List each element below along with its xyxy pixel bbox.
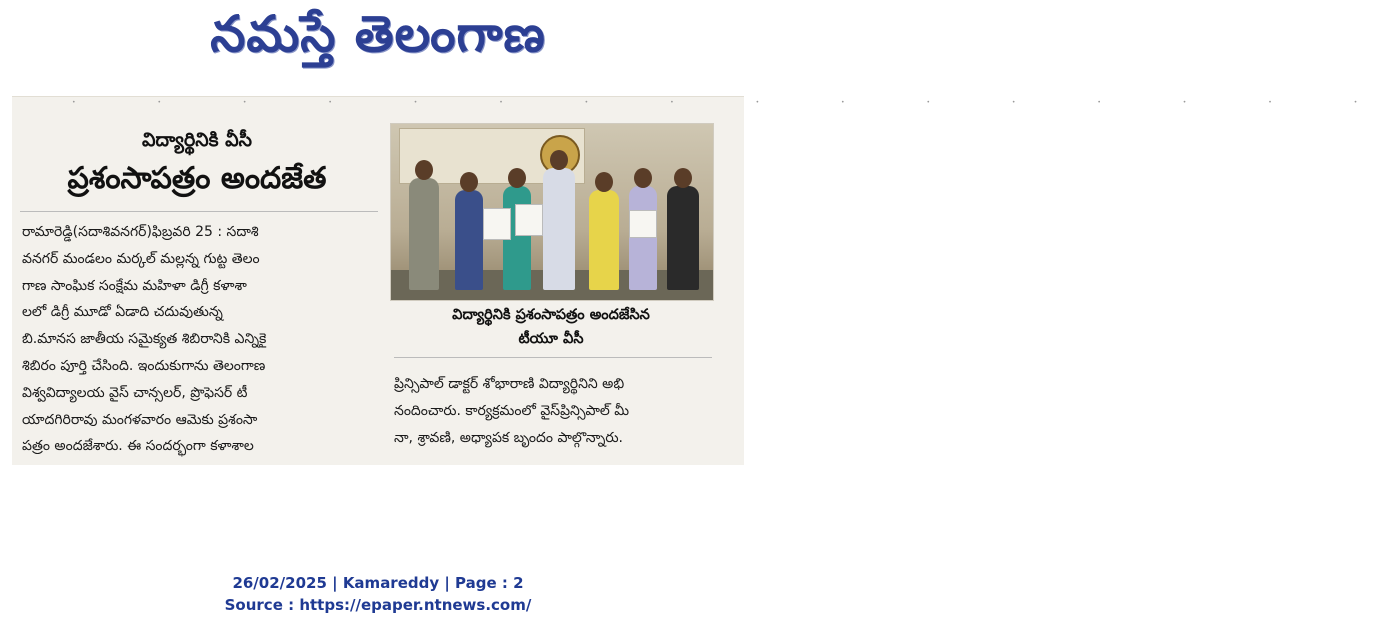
body-line: ప్రిన్సిపాల్ డాక్టర్ శోభారాణి విద్యార్థినిని అభి [394, 376, 625, 392]
photo-caption [390, 303, 712, 351]
source-link[interactable]: Source : https://epaper.ntnews.com/ [224, 596, 532, 614]
person-figure [409, 178, 439, 290]
body-line: పత్రం అందజేశారు. ఈ సందర్భంగా కళాశాల [22, 438, 254, 455]
masthead [0, 0, 756, 80]
certificate-icon [629, 210, 657, 238]
body-line: శిబిరం పూర్తి చేసింది. ఇందుకుగాను తెలంగాణ [22, 357, 266, 374]
headline-divider [20, 211, 378, 212]
body-line: నా, శ్రావణి, అధ్యాపక బృందం పాల్గొన్నారు. [394, 429, 623, 446]
certificate-icon [483, 208, 511, 240]
article-body-right [394, 371, 712, 451]
person-figure [629, 186, 657, 290]
article-body-left [22, 219, 374, 460]
caption-divider [394, 357, 712, 358]
body-line: రామారెడ్డి(సదాశివనగర్)ఫిబ్రవరి 25 : సదాశి [22, 224, 259, 240]
article-headline: ప్రశంసాపత్రం అందజేత [67, 161, 327, 196]
caption-line: విద్యార్థినికి ప్రశంసాపత్రం అందజేసిన [452, 307, 650, 323]
body-line: విశ్వవిద్యాలయ వైస్ చాన్సలర్, ప్రొఫెసర్ టీ [22, 384, 248, 401]
body-line: గాణ సాంఘిక సంక్షేమ మహిళా డిగ్రీ కళాశా [22, 277, 247, 294]
person-figure [667, 186, 699, 290]
person-figure [543, 168, 575, 290]
body-line: లలో డిగ్రీ మూడో ఏడాది చదువుతున్న [22, 304, 223, 321]
person-figure [589, 190, 619, 290]
article-left-column [12, 111, 382, 461]
edition-info: 26/02/2025 | Kamareddy | Page : 2 [232, 574, 524, 592]
body-line: యాదగిరిరావు మంగళవారం ఆమెకు ప్రశంసా [22, 411, 258, 428]
news-photo [390, 123, 714, 301]
body-line: నందించారు. కార్యక్రమంలో వైస్‌ప్రిన్సిపాల్ మీ [394, 402, 630, 419]
body-line: వనగర్ మండలం మర్కల్ మల్లన్న గుట్ట తెలం [22, 250, 260, 267]
person-figure [455, 190, 483, 290]
newspaper-title: నమస్తే తెలంగాణ [210, 4, 546, 63]
body-line: బి.మానస జాతీయ సమైక్యత శిబిరానికి ఎన్నికై [22, 331, 267, 348]
caption-line: టీయూ వీసీ [518, 331, 584, 347]
certificate-icon [515, 204, 543, 236]
article-kicker: విద్యార్థినికి వీసీ [142, 129, 252, 151]
news-clipping [12, 96, 1397, 465]
column-marks: • • • • • • • • • • • • • • • • [72, 99, 1397, 106]
